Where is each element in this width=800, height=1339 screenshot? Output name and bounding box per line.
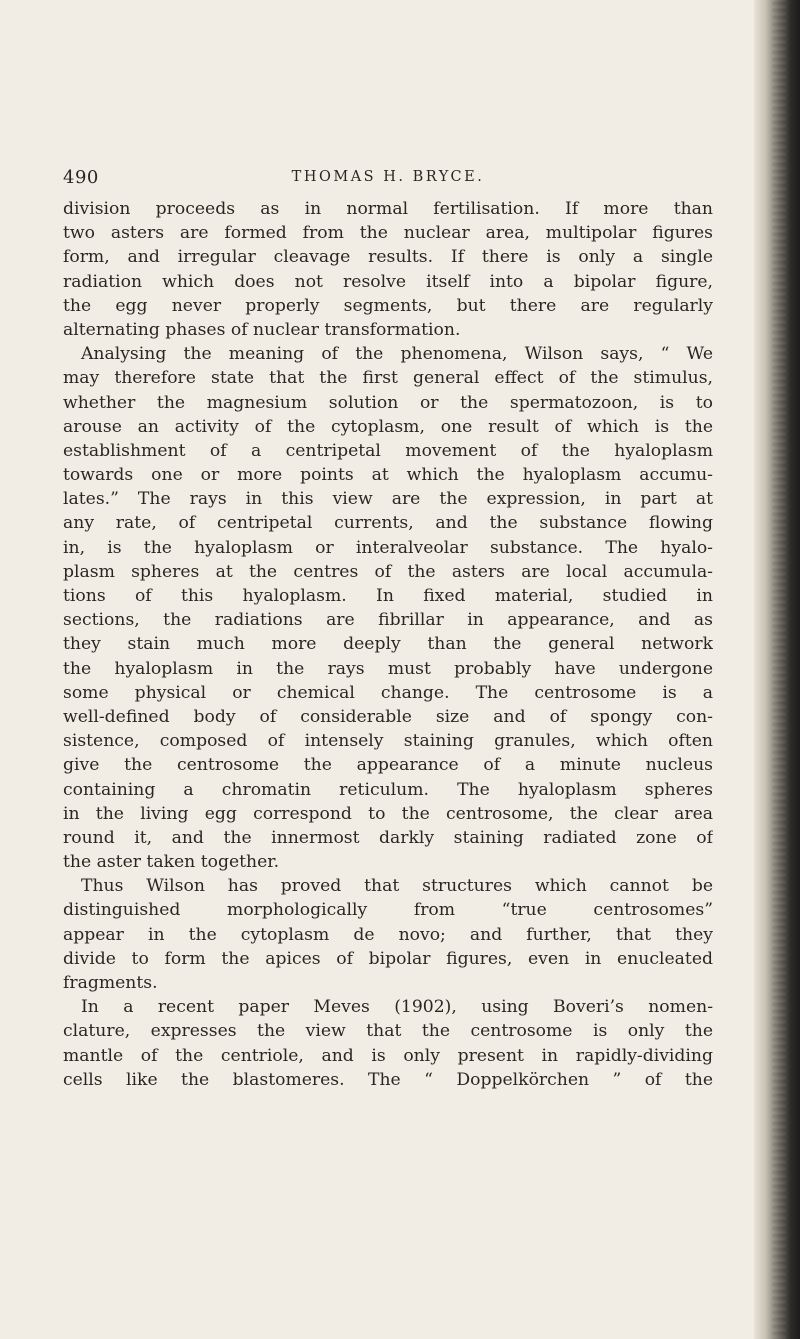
text-line: whether the magnesium solution or the spermatozoon, is to: [63, 392, 713, 413]
text-line: In a recent paper Meves (1902), using Boveri’s nomen-: [81, 997, 713, 1018]
text-line: cells like the blastomeres. The “ Doppelkörchen ” of the: [63, 1069, 713, 1090]
running-title: THOMAS H. BRYCE.: [291, 169, 485, 185]
text-line: sistence, composed of intensely staining granules, which often: [63, 731, 713, 752]
text-line: appear in the cytoplasm de novo; and further, that they: [63, 924, 713, 945]
text-line: clature, expresses the view that the centrosome is only the: [63, 1021, 713, 1042]
text-line: well-defined body of considerable size and of spongy con-: [63, 706, 713, 727]
page-number: 490: [63, 167, 99, 188]
text-line: division proceeds as in normal fertilisation. If more than: [63, 199, 713, 219]
text-line: in, is the hyaloplasm or interalveolar substance. The hyalo-: [63, 537, 713, 558]
text-line: sections, the radiations are fibrillar in appearance, and as: [63, 610, 713, 631]
text-line: Thus Wilson has proved that structures which cannot be: [81, 876, 713, 897]
text-line: containing a chromatin reticulum. The hyaloplasm spheres: [63, 779, 713, 800]
text-line: towards one or more points at which the hyaloplasm accumu-: [63, 465, 713, 486]
text-line: alternating phases of nuclear transformation.: [63, 319, 461, 340]
text-line: give the centrosome the appearance of a minute nucleus: [63, 755, 713, 776]
text-line: Analysing the meaning of the phenomena, Wilson says, “ We: [81, 344, 713, 365]
text-line: the aster taken together.: [63, 852, 280, 873]
text-line: in the living egg correspond to the centrosome, the clear area: [63, 803, 713, 824]
page-edge-shadow: [754, 0, 800, 1339]
running-head: [63, 167, 713, 191]
text-line: round it, and the innermost darkly staining radiated zone of: [63, 827, 713, 848]
text-line: any rate, of centripetal currents, and the substance flowing: [63, 513, 713, 534]
text-line: may therefore state that the first general effect of the stimulus,: [63, 368, 713, 389]
text-line: arouse an activity of the cytoplasm, one result of which is the: [63, 416, 713, 437]
text-line: the egg never properly segments, but there are regularly: [63, 295, 713, 316]
text-line: form, and irregular cleavage results. If there is only a single: [63, 247, 713, 268]
text-line: they stain much more deeply than the general network: [63, 634, 713, 655]
text-line: fragments.: [63, 973, 158, 993]
text-line: lates.” The rays in this view are the expression, in part at: [63, 489, 713, 510]
text-line: radiation which does not resolve itself into a bipolar figure,: [63, 271, 713, 292]
body-text: [63, 197, 713, 1092]
text-line: tions of this hyaloplasm. In fixed material, studied in: [63, 586, 713, 606]
text-line: some physical or chemical change. The centrosome is a: [63, 682, 713, 703]
text-line: mantle of the centriole, and is only present in rapidly-dividing: [63, 1045, 713, 1066]
text-line: plasm spheres at the centres of the asters are local accumula-: [63, 561, 713, 582]
text-line: two asters are formed from the nuclear area, multipolar figures: [63, 223, 713, 244]
text-line: establishment of a centripetal movement of the hyaloplasm: [63, 440, 713, 461]
text-line: distinguished morphologically from “true centrosomes”: [63, 900, 713, 921]
text-line: divide to form the apices of bipolar figures, even in enucleated: [63, 948, 713, 969]
text-line: the hyaloplasm in the rays must probably have undergone: [63, 658, 713, 679]
